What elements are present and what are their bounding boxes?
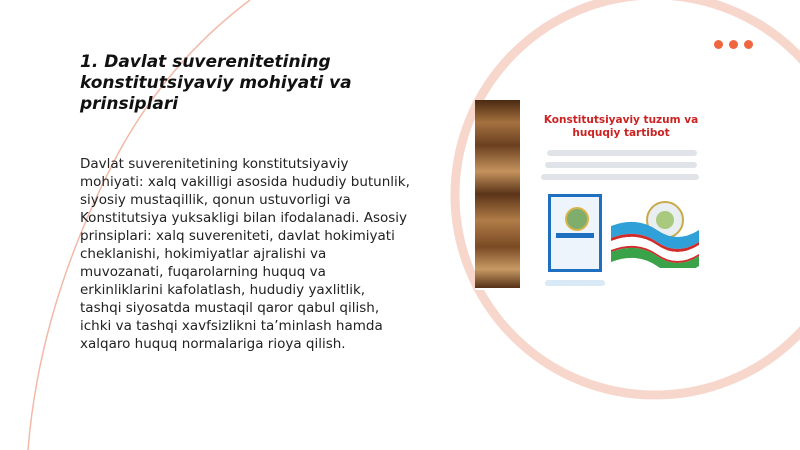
decorative-dots [714,40,753,49]
constitution-poster-image [475,100,715,290]
dot-icon [714,40,723,49]
blurred-text-line [545,162,697,168]
dot-icon [744,40,753,49]
uzbekistan-flag-icon [607,196,702,268]
blurred-text-line [547,150,697,156]
book-band [556,233,594,238]
slide-title: 1. Davlat suverenitetining konstitutsiyaviy mohiyati va prinsiplari [80,52,352,114]
constitution-book-icon [548,194,602,272]
blurred-text-line [541,174,699,180]
blurred-text-line [545,280,605,286]
dot-icon [729,40,738,49]
poster-title: Konstitutsiyaviy tuzum va huquqiy tartibot [543,114,699,139]
slide-body-text: Davlat suverenitetining konstitutsiyaviy mohiyati: xalq vakilligi asosida hududiy butunlik, siyosiy mustaqillik, qonun ustuvorligi va Konstitutsiya yuksakligi bilan ifodalanadi. Asosiy prinsiplari: xalq suvereniteti, davlat hokimiyati cheklanishi, hokimiyatlar ajralishi va muvozanati, fuqarolarning huquq va erkinliklarini kafolatlash, hududiy yaxlitlik, tashqi siyosatda mustaqil qaror qabul qilish, ichki va tashqi xavfsizlikni ta’minlash hamda xalqaro huquq normalariga rioya qilish. [80,156,410,352]
wood-texture-strip [475,100,520,288]
state-emblem-icon [565,207,589,231]
